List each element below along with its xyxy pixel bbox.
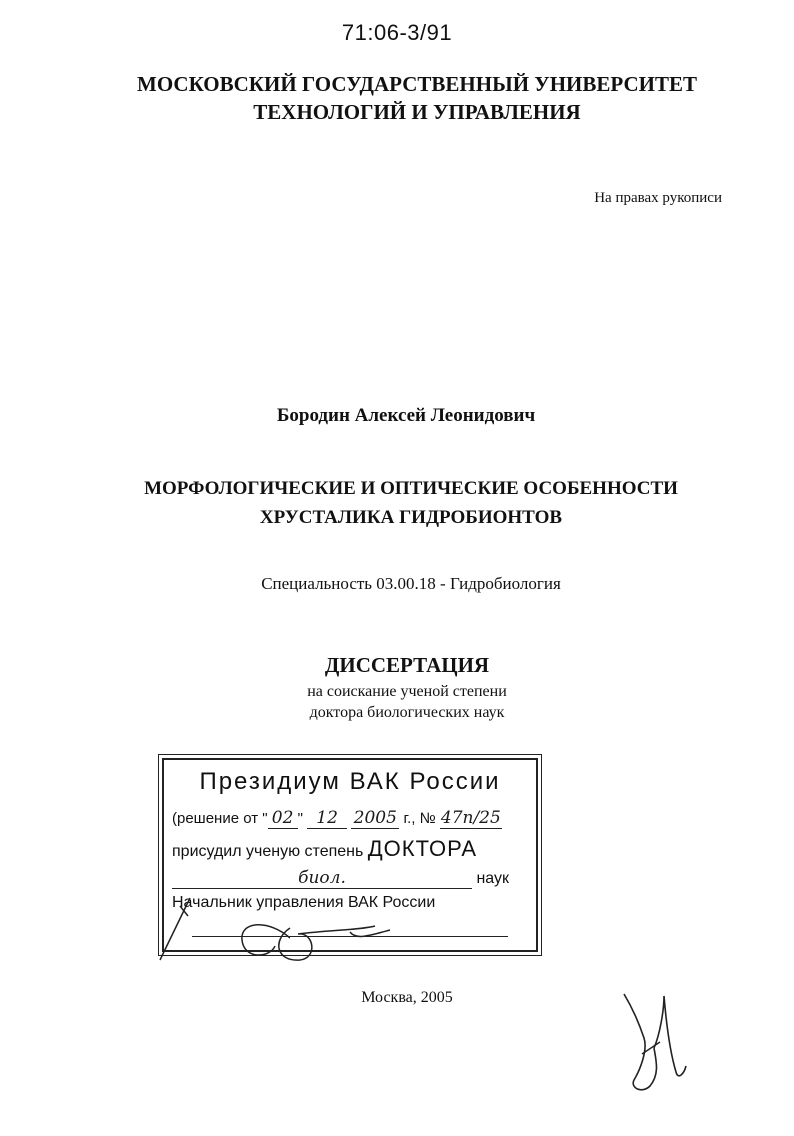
city-year: Москва, 2005	[361, 989, 453, 1006]
head-title: Начальник управления ВАК России	[172, 894, 436, 911]
specialty: Специальность 03.00.18 - Гидробиология	[261, 574, 561, 593]
dissertation-title-line2: ХРУСТАЛИКА ГИДРОБИОНТОВ	[259, 507, 563, 528]
quote-mid: "	[297, 810, 303, 827]
stamp-awarded-row	[172, 836, 477, 862]
manuscript-rights: На правах рукописи	[594, 190, 722, 206]
stamp-decision-row	[172, 808, 502, 829]
decision-day: 02	[268, 808, 298, 829]
year-suffix: г., №	[403, 810, 436, 827]
author-signature	[620, 990, 690, 1100]
stamp-title: Президиум ВАК России	[199, 768, 501, 795]
degree-line2: доктора биологических наук	[309, 704, 505, 721]
degree-line1: на соискание ученой степени	[307, 683, 507, 700]
awarded-prefix: присудил ученую степень	[172, 843, 364, 860]
dissertation-heading: ДИССЕРТАЦИЯ	[324, 653, 490, 677]
decision-month: 12	[307, 808, 347, 829]
awarded-degree: ДОКТОРА	[367, 836, 478, 861]
catalog-number: 71:06-3/91	[341, 20, 453, 45]
decision-number: 47п/25	[440, 808, 501, 828]
dissertation-title-line1: МОРФОЛОГИЧЕСКИЕ И ОПТИЧЕСКИЕ ОСОБЕННОСТИ	[144, 478, 678, 499]
sciences-suffix: наук	[476, 870, 510, 887]
field-handwritten: биол.	[172, 868, 472, 889]
stamp-signature-scrawl	[270, 910, 420, 970]
decision-prefix: (решение от "	[172, 810, 268, 827]
author-name: Бородин Алексей Леонидович	[276, 405, 536, 426]
university-name-line1: МОСКОВСКИЙ ГОСУДАРСТВЕННЫЙ УНИВЕРСИТЕТ	[137, 72, 697, 96]
university-name-line2: ТЕХНОЛОГИЙ И УПРАВЛЕНИЯ	[253, 100, 581, 124]
decision-year: 2005	[351, 808, 399, 829]
stamp-signature	[150, 880, 290, 970]
